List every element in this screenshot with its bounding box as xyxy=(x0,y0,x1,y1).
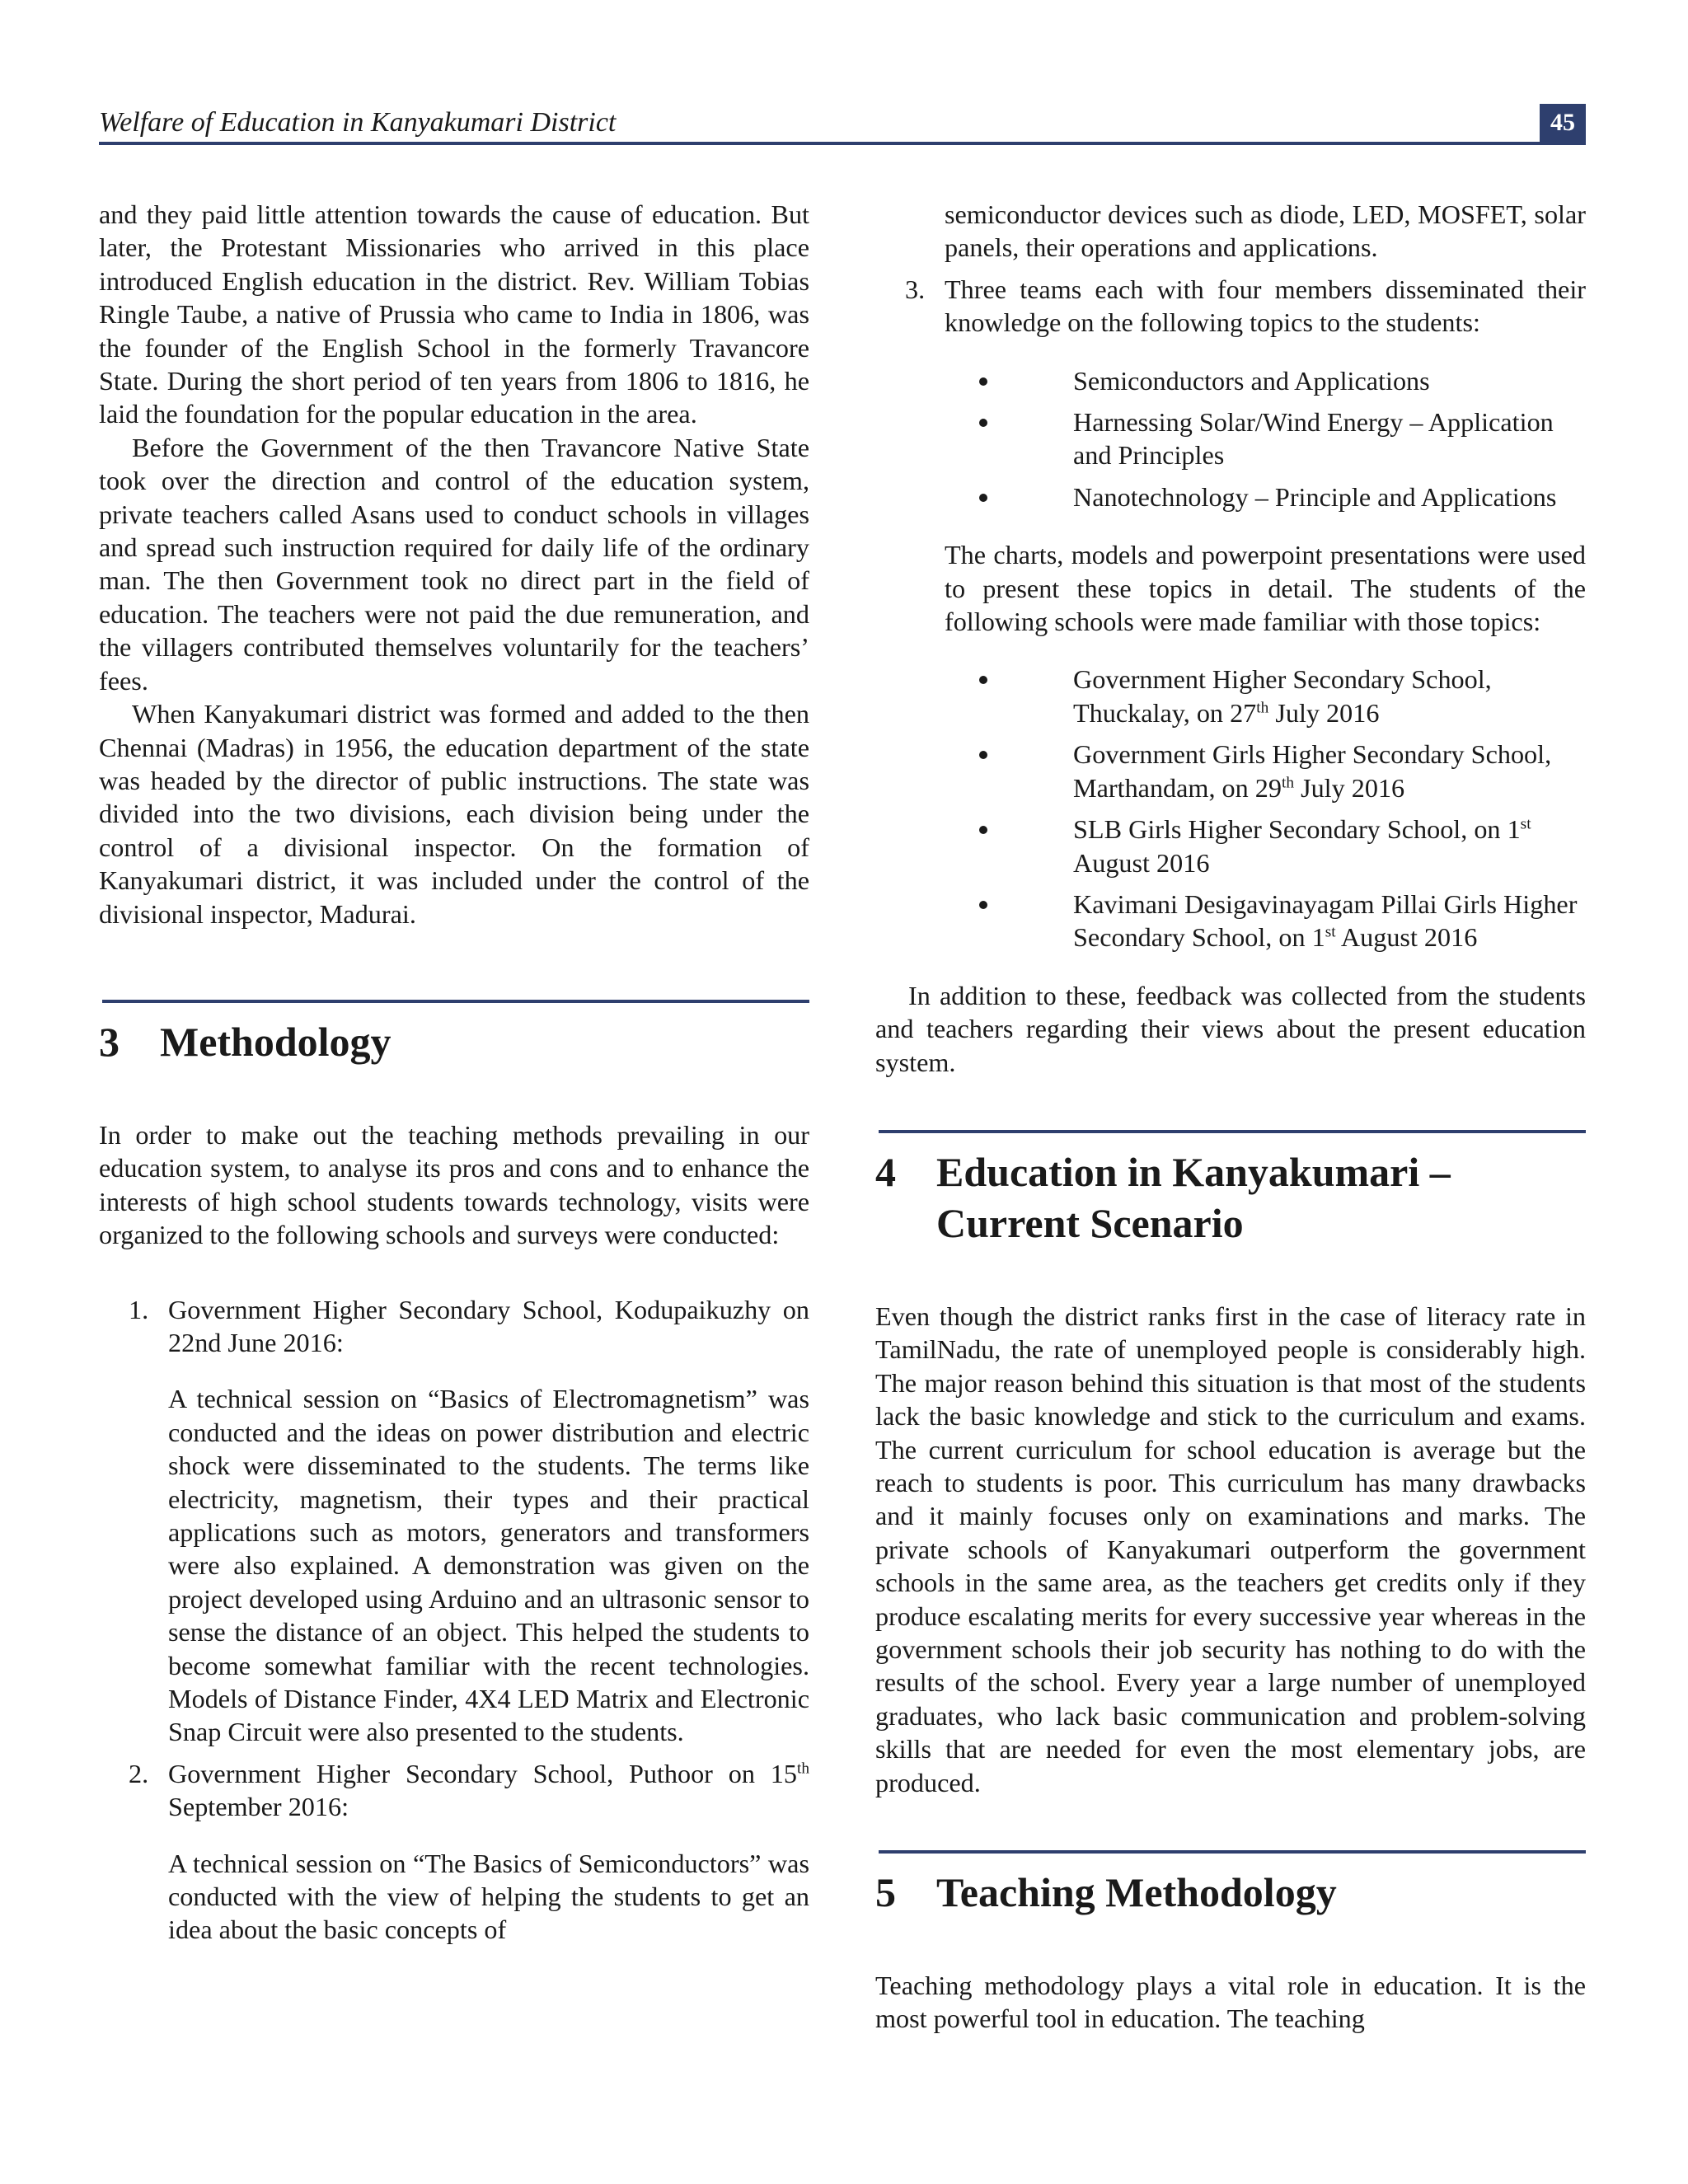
section-number: 3 xyxy=(99,1018,120,1065)
list-marker: 1. xyxy=(129,1294,149,1324)
list-item-body: The charts, models and powerpoint presentations were used to present these topics in detail. The students of the following schools were made familiar with those topics: xyxy=(945,540,1586,637)
section-title: Methodology xyxy=(160,1018,392,1065)
paragraph: When Kanyakumari district was formed and added to the then Chennai (Madras) in 1956, the education department of the state was headed by the director of public instructions. The state was divided into the two divisions, each division being under the control of a divisional inspector. On the formation of Kanyakumari district, it was included under the control of the divisional inspector, Madurai. xyxy=(99,699,809,929)
list-item-heading: Government Higher Secondary School, Kodupaikuzhy on 22nd June 2016: xyxy=(168,1294,809,1357)
paragraph: and they paid little attention towards the cause of education. But later, the Protestant Missionaries who arrived in this place introduced English education in the district. Rev. William Tobias Ringle Taube, a native of Prussia who came to India in 1806, was the founder of the English School in the formerly Travancore State. During the short period of ten years from 1806 to 1816, he laid the foundation for the popular education in the area. xyxy=(99,199,809,429)
school-item: SLB Girls Higher Secondary School, on 1st August 2016 xyxy=(1004,813,1586,879)
list-marker: 3. xyxy=(905,274,926,304)
section-number: 5 xyxy=(875,1869,896,1916)
topic-item: Nanotechnology – Principle and Applications xyxy=(1004,480,1586,513)
paragraph: In addition to these, feedback was collected from the students and teachers regarding their views about the present education system. xyxy=(875,980,1586,1077)
list-item-heading: Government Higher Secondary School, Puthoor on 15th September 2016: xyxy=(168,1758,809,1822)
running-header xyxy=(99,104,1586,145)
section-title: Education in Kanyakumari – Current Scenario xyxy=(936,1148,1451,1246)
section-heading-5 xyxy=(875,1850,1586,1918)
list-item-heading: Three teams each with four members disseminated their knowledge on the following topics to the students: xyxy=(945,274,1586,338)
section-heading-3 xyxy=(99,1000,809,1067)
section-number: 4 xyxy=(875,1148,896,1195)
section-rule xyxy=(879,1850,1586,1854)
list-item xyxy=(99,1757,809,1947)
school-item: Government Girls Higher Secondary School, Marthandam, on 29th July 2016 xyxy=(1004,738,1586,804)
section-rule xyxy=(102,1000,809,1003)
paragraph: Teaching methodology plays a vital role in education. It is the most powerful tool in education. The teaching xyxy=(875,1971,1586,2034)
school-list xyxy=(945,663,1586,954)
topic-item: Harnessing Solar/Wind Energy – Application and Principles xyxy=(1004,405,1586,472)
topic-list xyxy=(945,364,1586,514)
list-item xyxy=(99,1293,809,1749)
paragraph: Before the Government of the then Travancore Native State took over the direction and control of the education system, private teachers called Asans used to conduct schools in villages and spread such instruction required for daily life of the ordinary man. The then Government took no direct part in the field of education. The teachers were not paid the due remuneration, and the villagers contributed themselves voluntarily for the teachers’ fees. xyxy=(99,432,809,696)
running-title: Welfare of Education in Kanyakumari District xyxy=(99,107,617,138)
section-title: Teaching Methodology xyxy=(936,1869,1337,1916)
page-number: 45 xyxy=(1540,104,1586,142)
topic-item: Semiconductors and Applications xyxy=(1004,364,1586,397)
list-item-body: A technical session on “The Basics of Semiconductors” was conducted with the view of helping the students to get an idea about the basic concepts of xyxy=(168,1848,809,1945)
school-item: Kavimani Desigavinayagam Pillai Girls Higher Secondary School, on 1st August 2016 xyxy=(1004,888,1586,954)
right-column xyxy=(875,198,1586,2036)
visit-list xyxy=(99,1293,809,1947)
list-item-continuation: semiconductor devices such as diode, LED, MOSFET, solar panels, their operations and applications. xyxy=(945,199,1586,263)
section-heading-4 xyxy=(875,1130,1586,1249)
list-item xyxy=(875,273,1586,954)
left-column xyxy=(99,198,809,1955)
visit-list-continued xyxy=(875,273,1586,954)
paragraph: Even though the district ranks first in the case of literacy rate in TamilNadu, the rate of unemployed people is considerably high. The major reason behind this situation is that most of the students lack the basic knowledge and stick to the curriculum and exams. The current curriculum for school education is average but the reach to students is poor. This curriculum has many drawbacks and it mainly focuses only on examinations and marks. The private schools of Kanyakumari outperform the government schools in the same area, as the teachers get credits only if they produce escalating merits for every successive year whereas in the government schools their job security has nothing to do with the results of the school. Every year a large number of unemployed graduates, who lack basic communication and problem-solving skills that are needed for even the most elementary jobs, are produced. xyxy=(875,1301,1586,1797)
section-rule xyxy=(879,1130,1586,1133)
list-marker: 2. xyxy=(129,1758,149,1788)
school-item: Government Higher Secondary School, Thuckalay, on 27th July 2016 xyxy=(1004,663,1586,729)
paragraph: In order to make out the teaching methods prevailing in our education system, to analyse its pros and cons and to enhance the interests of high school students towards technology, visits were organized to the following schools and surveys were conducted: xyxy=(99,1119,809,1250)
list-item-body: A technical session on “Basics of Electromagnetism” was conducted and the ideas on power distribution and electric shock were disseminated to the students. The terms like electricity, magnetism, their types and their practical applications such as motors, generators and transformers were also explained. A demonstration was given on the project developed using Arduino and an ultrasonic sensor to sense the distance of an object. This helped the students to become somewhat familiar with the recent technologies. Models of Distance Finder, 4X4 LED Matrix and Electronic Snap Circuit were also presented to the students. xyxy=(168,1384,809,1747)
